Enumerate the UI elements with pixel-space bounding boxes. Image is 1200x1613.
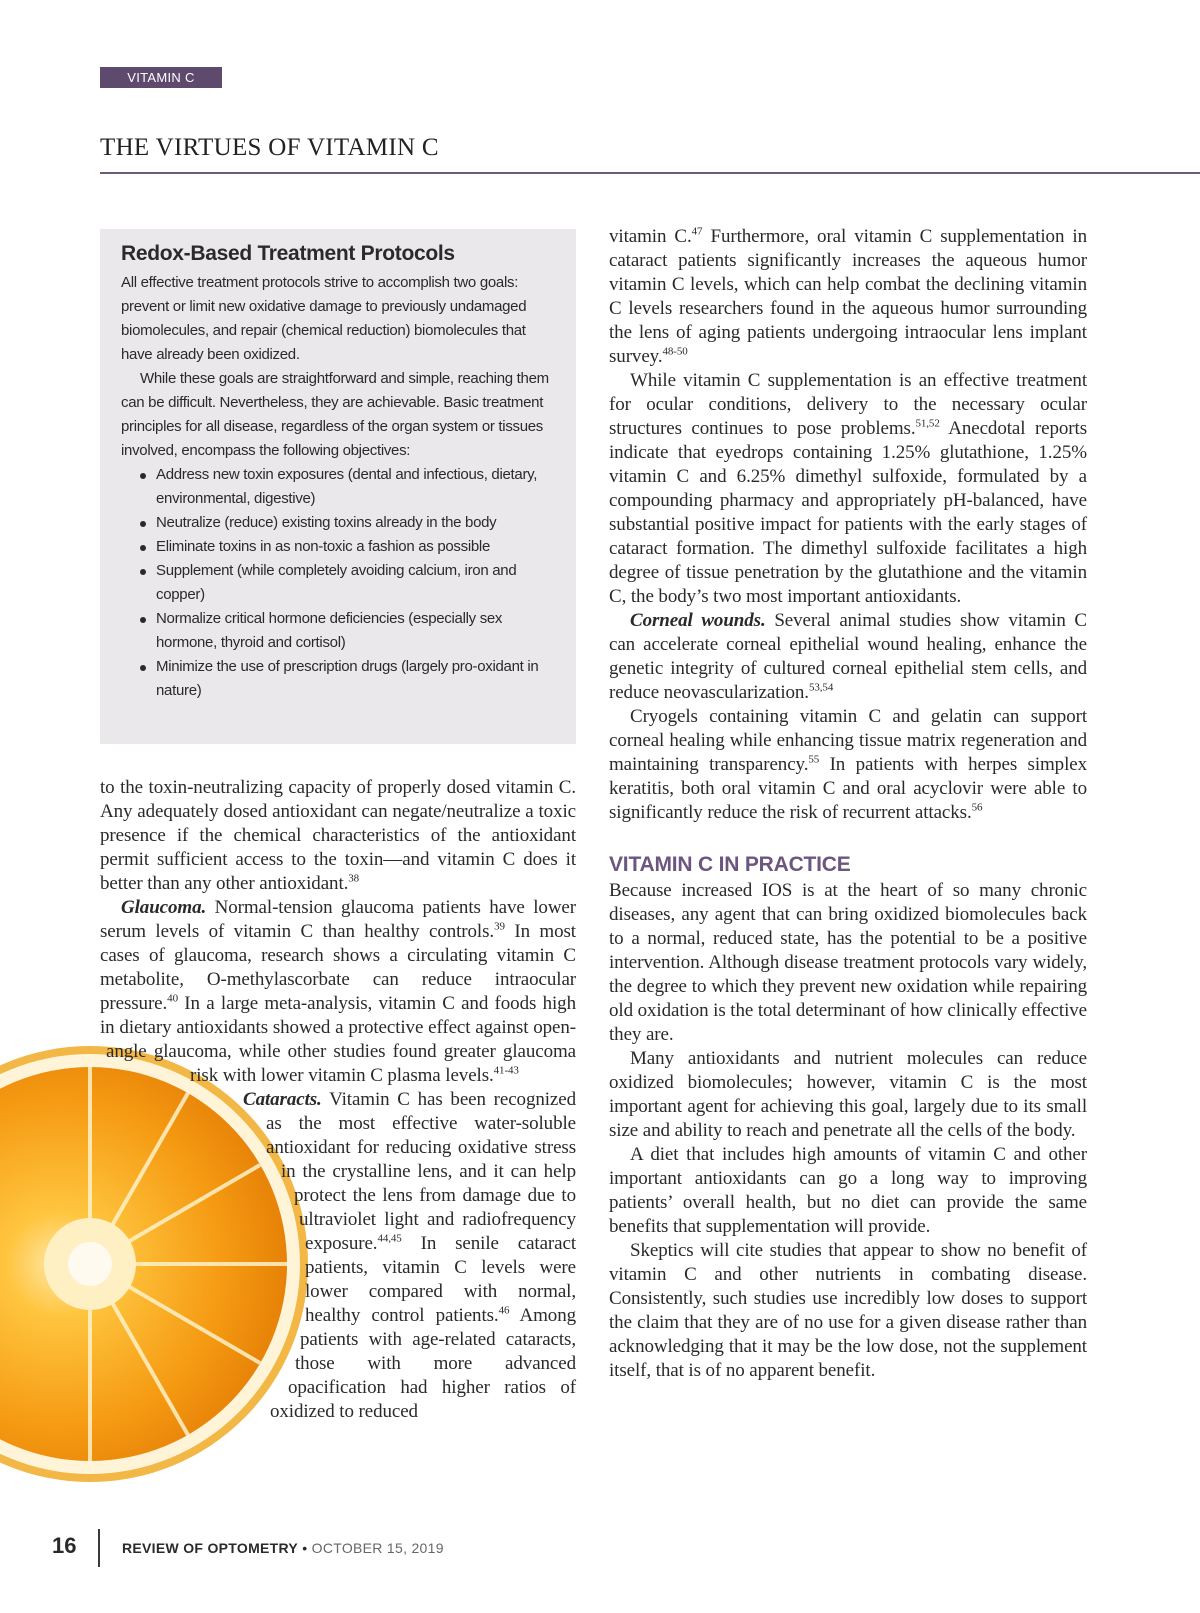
list-item: Minimize the use of prescription drugs (largely pro-oxidant in nature) — [156, 655, 554, 703]
list-item: Eliminate toxins in as non-toxic a fashion as possible — [156, 535, 554, 559]
body-paragraph-glaucoma: Glaucoma. Normal-tension glaucoma patients have lower serum levels of vitamin C than healthy controls.$^{39}$ In most cases of glaucoma, research shows a circulating vitamin C metabolite, O-methylascorbate can reduce intraocular pressure.$^{40}$ In a large meta-analysis, vitamin C and foods high in dietary antioxidants showed a protective effect against open-angle glaucoma, while other studies found greater glaucoma risk with lower vitamin C plasma levels.$^{41-43}$ — [100, 897, 576, 1086]
body-paragraph: A diet that includes high amounts of vitamin C and other important antioxidants can go a long way to improving patients’ overall health, but no diet can provide the same benefits that supplementation will provide. — [609, 1144, 1087, 1237]
body-paragraph: Many antioxidants and nutrient molecules can reduce oxidized biomolecules; however, vitamin C is the most important agent for achieving this goal, largely due to its small size and ability to reach and penetrate all the cells of the body. — [609, 1048, 1087, 1141]
body-paragraph: vitamin C.$^{47}$ Furthermore, oral vitamin C supplementation in cataract patients significantly increases the aqueous humor vitamin C levels, which can help combat the declining vitamin C levels researchers found in the aqueous humor surrounding the lens of aging patients undergoing intraocular lens implant survey.$^{48-50}$ — [609, 225, 1087, 367]
body-paragraph: Because increased IOS is at the heart of so many chronic diseases, any agent that can bring oxidized biomolecules back to a normal, reduced state, has the potential to be a positive intervention. Although disease treatment protocols vary widely, the degree to which they prevent new oxidation while repairing old oxidation is the total determinant of how clinically effective they are. — [609, 880, 1087, 1045]
footer-publication — [122, 1540, 444, 1556]
body-paragraph: Skeptics will cite studies that appear to show no benefit of vitamin C and other nutrients in combating disease. Consistently, such studies use incredibly low doses to support the claim that they are of no use for a given disease rather than acknowledging that it may be the low dose, not the supplement itself, that is of no apparent benefit. — [609, 1240, 1087, 1381]
run-in-heading: Corneal wounds. — [630, 610, 766, 631]
run-in-heading: Cataracts. — [243, 1089, 322, 1110]
page-title: THE VIRTUES OF VITAMIN C — [100, 134, 439, 161]
footer-divider — [98, 1529, 100, 1567]
sidebar-list — [121, 463, 554, 703]
list-item: Address new toxin exposures (dental and infectious, dietary, environmental, digestive) — [156, 463, 554, 511]
issue-date: OCTOBER 15, 2019 — [311, 1540, 444, 1556]
list-item: Normalize critical hormone deficiencies (especially sex hormone, thyroid and cortisol) — [156, 607, 554, 655]
sidebar-paragraph: All effective treatment protocols strive to accomplish two goals: prevent or limit new oxidative damage to previously undamaged biomolecules, and repair (chemical reduction) biomolecules that have already been oxidized. — [121, 274, 527, 363]
body-paragraph-cataracts: Cataracts. Vitamin C has been recognized as the most effective water-soluble antioxidant for reducing oxidative stress in the crystalline lens, and it can help protect the lens from damage due to ultraviolet light and radiofrequency exposure.$^{44,45}$ In senile cataract patients, vitamin C levels were lower compared with normal, healthy control patients.$^{46}$ Among patients with age-related cataracts, those with more advanced opacification had higher ratios of oxidized to reduced — [243, 1089, 577, 1422]
body-paragraph-corneal: Corneal wounds. Several animal studies show vitamin C can accelerate corneal epithelial wound healing, enhance the genetic integrity of cultured corneal epithelial stem cells, and reduce neovascularization.$^{53,54}$ — [609, 610, 1088, 703]
separator: • — [298, 1540, 312, 1556]
section-tag: VITAMIN C — [100, 67, 222, 88]
sidebar-title: Redox-Based Treatment Protocols — [121, 242, 455, 265]
title-rule — [100, 172, 1200, 174]
section-heading: VITAMIN C IN PRACTICE — [609, 853, 851, 876]
article-column-left — [100, 776, 576, 1472]
article-column-right — [609, 225, 1087, 1383]
sidebar-paragraph: While these goals are straightforward and simple, reaching them can be difficult. Nevertheless, they are achievable. Basic treatment principles for all disease, regardless of the organ system or tissues involved, encompass the following objectives: — [121, 370, 549, 459]
list-item: Supplement (while completely avoiding calcium, iron and copper) — [156, 559, 554, 607]
publication-name: REVIEW OF OPTOMETRY — [122, 1540, 299, 1556]
body-paragraph: Cryogels containing vitamin C and gelatin can support corneal healing while enhancing tissue matrix regeneration and maintaining transparency.$^{55}$ In patients with herpes simplex keratitis, both oral vitamin C and oral acyclovir were able to significantly reduce the risk of recurrent attacks.$^{56}$ — [609, 706, 1087, 823]
list-item: Neutralize (reduce) existing toxins already in the body — [156, 511, 554, 535]
run-in-heading: Glaucoma. — [121, 897, 207, 918]
body-paragraph: to the toxin-neutralizing capacity of properly dosed vitamin C. Any adequately dosed antioxidant can negate/neutralize a toxic presence if the chemical characteristics of the antioxidant permit sufficient access to the toxin—and vitamin C does it better than any other antioxidant.$^{38}$ — [100, 777, 576, 894]
sidebar-box — [100, 229, 576, 744]
page-number: 16 — [52, 1533, 77, 1558]
body-paragraph: While vitamin C supplementation is an effective treatment for ocular conditions, delivery to the necessary ocular structures continues to pose problems.$^{51,52}$ Anecdotal reports indicate that eyedrops containing 1.25% glutathione, 1.25% vitamin C and 6.25% dimethyl sulfoxide, formulated by a compounding pharmacy and appropriately pH-balanced, have substantial positive impact for patients with the early stages of cataract formation. The dimethyl sulfoxide facilitates a high degree of tissue penetration by the glutathione and the vitamin C, the body’s two most important antioxidants. — [609, 370, 1088, 607]
